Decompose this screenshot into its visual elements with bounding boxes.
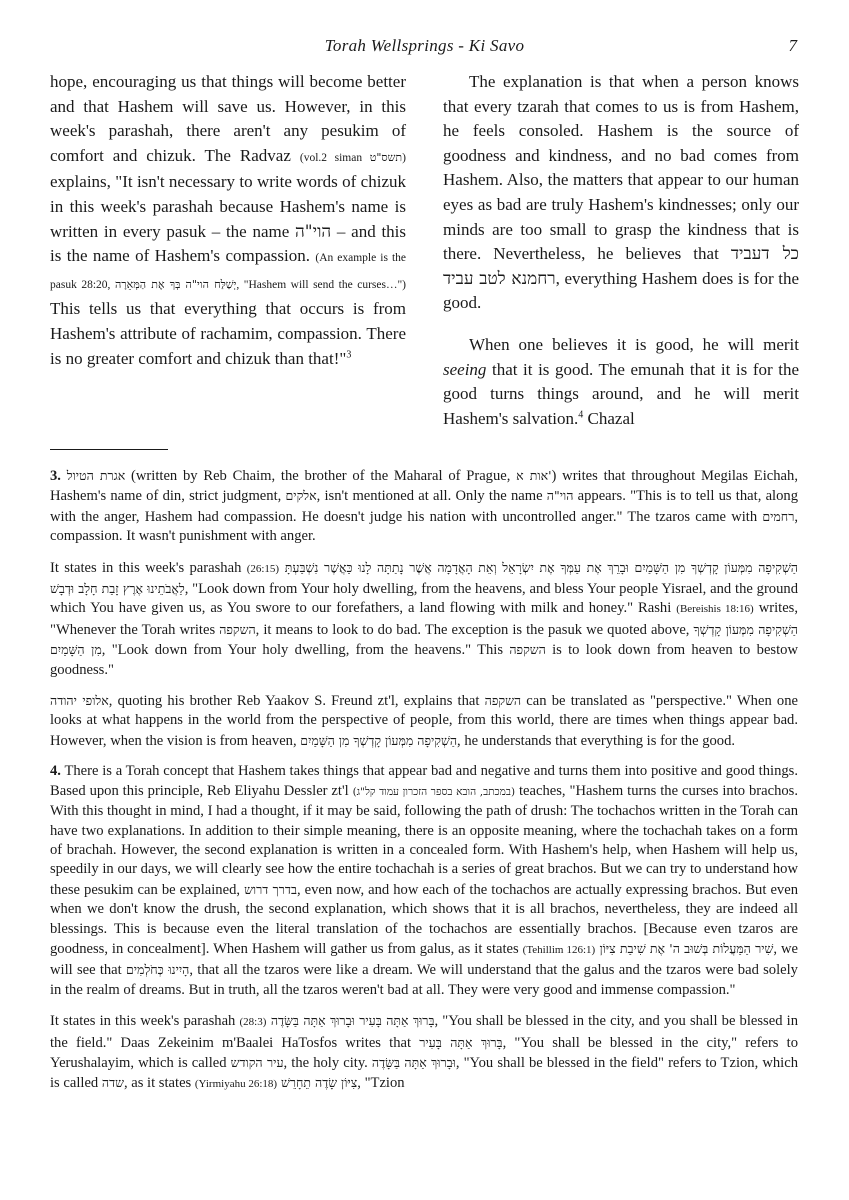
running-title: Torah Wellsprings - Ki Savo <box>324 36 525 55</box>
text-run: appears. "This is to tell us that, along with the anger, Hashem had compassion. He doesn't judge his nation with uncontrolled anger." The tzaros came with <box>50 488 798 525</box>
hebrew-quote: כל דעביד רחמנא לטב עביד <box>443 244 799 289</box>
source-reference: (vol.2 siman <box>299 151 370 164</box>
text-run: hope, encouraging us that things will become better and that Hashem will save us. However, in this week's parashah, there aren't any pesukim of comfort and chizuk. The Radvaz <box>50 72 406 165</box>
hebrew-pasuk-quote: בָּרוּךְ אַתָּה בָּעִיר <box>419 1034 503 1050</box>
footnote-number: 4. <box>50 763 61 780</box>
source-reference-close: ) <box>402 151 406 164</box>
text-run: When one believes it is good, he will merit <box>469 334 799 354</box>
hebrew-pasuk-quote: וּבָרוּךְ אַתָּה בַּשָּׂדֶה <box>371 1054 456 1070</box>
text-run: , it means to look to do bad. The exception is the pasuk we quoted above, <box>255 621 694 638</box>
text-run: It states in this week's parashah <box>50 1013 240 1030</box>
text-run: The explanation is that when a person knows that every tzarah that comes to us is from Hashem, he feels consoled. Hashem is the source of goodness and kindness, and no bad comes from Hashem. Also, the matters that appear to our human eyes as bad are truly Hashem's kindnesses; only our minds are too small to grasp the kindness that is there. Nevertheless, he believes that <box>443 72 799 264</box>
hebrew-reference: תשס"ט <box>369 150 403 164</box>
text-run: explains, "It isn't necessary to write words of chizuk in this week's parashah because Hashem's name is written in every pasuk – the name <box>50 172 406 241</box>
footnote-marker-4[interactable]: 4 <box>578 409 584 421</box>
text-run: , even now, and how each of the tochachos are actually expressing brachos. But even when we don't know the drush, the second explanation, which shows that it is all brachos, nevertheless, they are indeed all blessings. This is because even the literal translation of the tochachos are essentially brachos. [Because even tzaros are goodness, in concealment]. When Hashem will gather us from galus, as it states <box>50 881 798 957</box>
text-run: There is a Torah concept that Hashem takes things that appear bad and negative and turns them into positive and good things. Based upon this principle, Reb Eliyahu Dessler zt'l <box>50 763 798 799</box>
text-run: , "You shall be blessed in the city, and you shall be blessed in the field." Daas Zekeinim m'Baalei HaTosfos writes that <box>50 1013 798 1051</box>
hebrew-pasuk-quote: יְשַׁלַּח הוי"ה בְּךָ אֶת הַמְּאֵרָה <box>114 277 237 291</box>
text-run: , "Tzion <box>357 1075 405 1092</box>
footnote-3 <box>50 466 798 547</box>
text-run: , "Look down from Your holy dwelling, from the heavens." This <box>101 642 510 659</box>
footnote-3-paragraph-3 <box>50 691 798 751</box>
source-reference: (Bereishis 18:16) <box>676 603 754 616</box>
right-paragraph-2 <box>443 333 799 431</box>
right-paragraph-1 <box>443 70 799 316</box>
text-run: Chazal <box>583 408 635 428</box>
footnote-divider <box>50 449 168 450</box>
source-reference: (28:3) <box>239 1016 267 1029</box>
text-run: , "You shall be blessed in the field" refers to Tzion, which is called <box>50 1054 799 1092</box>
hebrew-pasuk-quote: הַשְׁקִיפָה מִמְּעוֹן קָדְשְׁךָ מִן הַשָּׁמַיִם <box>50 621 798 658</box>
page-number: 7 <box>788 36 797 55</box>
hebrew-pasuk-quote: הַשְׁקִיפָה מִמְּעוֹן קָדְשְׁךָ מִן הַשָּׁמַיִם <box>300 732 458 748</box>
text-run: , isn't mentioned at all. Only the name <box>316 488 547 505</box>
text-run: , everything Hashem does is for the good. <box>443 268 799 313</box>
text-run: , that all the tzaros were like a dream. We will understand that the galus and the tzaros were bad solely in the realm of dreams. But in truth, all the tzaros weren't bad at all. They were very good and immense compassion." <box>50 962 798 998</box>
footnote-number: 3. <box>50 468 61 484</box>
main-text-columns <box>50 70 799 428</box>
text-run: This tells us that everything that occurs is from Hashem's attribute of rachamim, compassion. There is no greater comfort and chizuk than that!" <box>50 299 406 368</box>
footnote-4-paragraph-2 <box>50 1011 798 1095</box>
hebrew-reference: אות א' <box>516 468 552 483</box>
hebrew-divine-name: הוי"ה <box>546 488 574 504</box>
text-run: teaches, "Hashem turns the curses into brachos. With this thought in mind, I had a thought, if it may be said, following the path of drush: The tochachos written in the Torah can have two explanations. In addition to their simple meaning, there is an opposite meaning, where the tochachah takes on a form of brachah. However, the second explanation is written in a concealed form. With Hashem's help, when Hashem will help us, speedily in our days, we will clearly see how the entire tochachah is a series of great brachos. But we can try to understand how these pesukim can be explained, <box>50 782 798 898</box>
text-run: , "Look down from Your holy dwelling, from the heavens, and bless Your people Yisrael, and the ground which You have given us, as You swore to our forefathers, a land flowing with milk and honey." Rashi <box>50 581 798 617</box>
text-run: , he understands that everything is for the good. <box>457 732 736 749</box>
text-run: writes, "Whenever the Torah writes <box>50 600 799 638</box>
page-header <box>0 36 849 58</box>
left-column <box>50 70 406 371</box>
source-reference: (Yirmiyahu 26:18) <box>194 1078 278 1091</box>
footnote-4 <box>50 762 798 1000</box>
hebrew-word: השקפה <box>509 642 546 658</box>
text-run: can be translated as "perspective." When one looks at what happens in the world from the perspective of people, from this world, there are times when things appear bad. However, when the vision is from heaven, <box>50 693 799 749</box>
hebrew-word: השקפה <box>484 693 522 709</box>
text-run: , we will see that <box>50 940 798 979</box>
hebrew-pasuk-quote: הָיִינוּ כְּחֹלְמִים <box>125 962 190 978</box>
hebrew-word: אלקים <box>285 488 317 504</box>
source-reference: (Tehillim 126:1) <box>522 943 596 956</box>
hebrew-pasuk-quote: בָּרוּךְ אַתָּה בָּעִיר וּבָרוּךְ אַתָּה בַּשָּׂדֶה <box>266 1013 435 1029</box>
text-run: ) writes that throughout Megilas Eichah, Hashem's name of din, strict judgment, <box>50 468 798 505</box>
text-run: , compassion. It wasn't punishment with anger. <box>50 508 798 545</box>
hebrew-word: שדה <box>101 1075 124 1091</box>
text-run: – and this is the name of Hashem's compassion. <box>50 221 407 266</box>
text-run: is to look down from heaven to bestow goodness." <box>50 642 798 678</box>
footnote-marker-3[interactable]: 3 <box>346 348 352 360</box>
text-run: , the holy city. <box>283 1054 372 1071</box>
example-note: , "Hashem will send the curses…") <box>236 278 406 291</box>
source-reference: (26:15) <box>246 562 280 575</box>
text-run: , quoting his brother Reb Yaakov S. Freund zt'l, explains that <box>108 693 485 710</box>
hebrew-pasuk-quote: שִׁיר הַמַּעֲלוֹת בְּשׁוּב ה' אֶת שִׁיבַת צִיּוֹן <box>595 940 774 956</box>
hebrew-word: השקפה <box>219 621 256 637</box>
hebrew-word: רחמים <box>762 508 795 524</box>
hebrew-divine-name: הוי"ה <box>295 221 332 242</box>
footnote-3-paragraph-2 <box>50 558 798 680</box>
hebrew-phrase: בדרך דרוש <box>244 881 297 897</box>
right-column <box>443 70 799 431</box>
text-run: that it is good. The emunah that it is for the good turns things around, and he will merit Hashem's salvation. <box>443 359 799 428</box>
left-paragraph <box>50 70 406 371</box>
hebrew-book-title: אגרת הטיול <box>66 468 126 483</box>
footnotes-section <box>50 466 798 1095</box>
hebrew-book-title: אלופי יהודה <box>50 693 109 709</box>
hebrew-source-reference: (במכתב, הובא בספר הזכרון עמוד קל"ג) <box>352 785 516 798</box>
example-note: (An example is the pasuk 28:20, <box>50 252 406 291</box>
emphasis-seeing: seeing <box>443 359 487 379</box>
hebrew-pasuk-quote: צִיּוֹן שָׂדֶה תֵחָרֵשׁ <box>277 1075 358 1091</box>
hebrew-phrase: עיר הקודש <box>230 1054 284 1070</box>
text-run: It states in this week's parashah <box>50 559 247 576</box>
text-run: , "You shall be blessed in the city," refers to Yerushalayim, which is called <box>50 1034 799 1071</box>
text-run: (written by Reb Chaim, the brother of the Maharal of Prague, <box>125 468 517 484</box>
text-run: , as it states <box>123 1075 195 1092</box>
hebrew-pasuk-quote: הַשְׁקִיפָה מִמְּעוֹן קָדְשְׁךָ מִן הַשָּׁמַיִם וּבָרֵךְ אֶת עַמְּךָ אֶת יִשְׂרָאֵל וְאֵת הָאֲדָמָה אֲשֶׁר נָתַתָּה לָנוּ כַּאֲשֶׁר נִשְׁבַּעְתָּ לַאֲבֹתֵינוּ אֶרֶץ זָבַת חָלָב וּדְבָשׁ <box>50 559 798 597</box>
